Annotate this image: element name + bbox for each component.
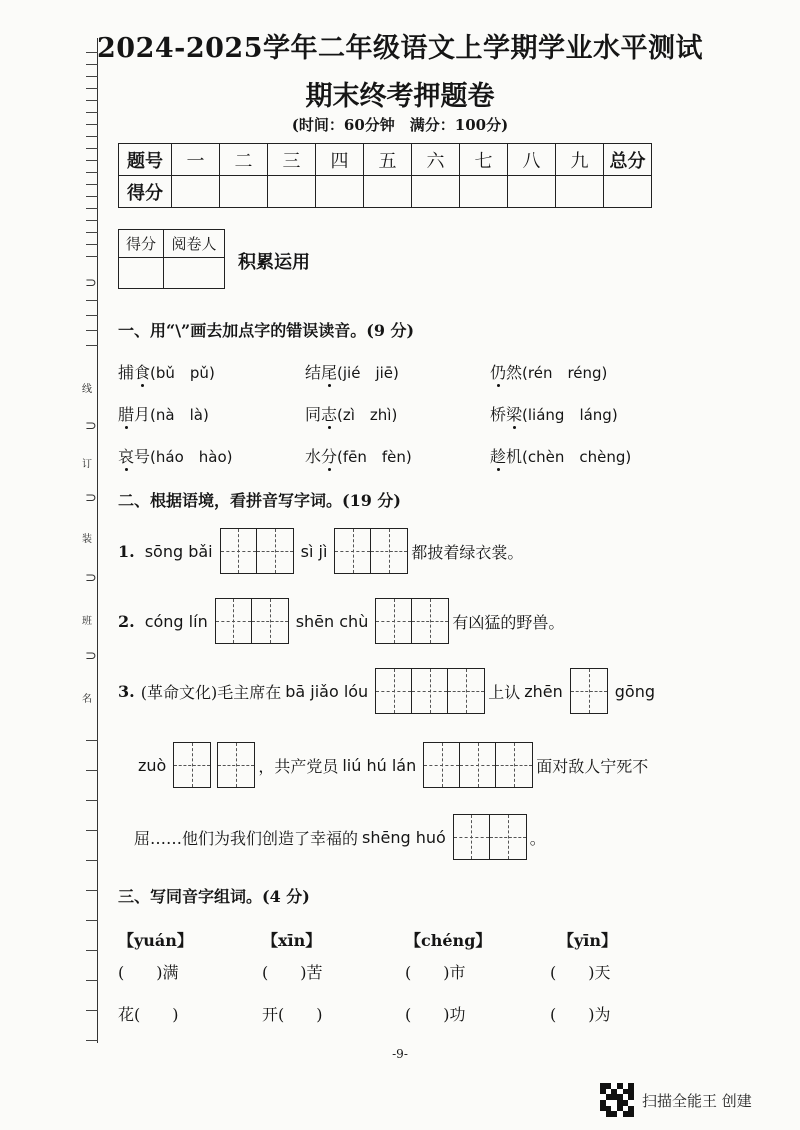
sentence-number: 2. bbox=[118, 611, 135, 631]
margin-dash bbox=[86, 232, 98, 233]
pinyin-prompt: bā jiǎo lóu bbox=[285, 681, 369, 701]
margin-dash bbox=[86, 330, 98, 331]
pinyin-prompt: zhēn bbox=[524, 681, 563, 701]
pinyin-prompt: cóng lín bbox=[144, 611, 208, 631]
margin-dash bbox=[86, 184, 98, 185]
binding-hole: ⊃ bbox=[85, 418, 97, 434]
homophone-group-head: 【chéng】 bbox=[405, 931, 492, 950]
score-table-header: 九 bbox=[556, 144, 604, 176]
binding-hole: ⊃ bbox=[85, 275, 97, 291]
q1-item[interactable]: 腊月(nà là) bbox=[118, 402, 209, 425]
homophone-blank[interactable]: ( )满 bbox=[118, 963, 179, 982]
writing-grid[interactable] bbox=[453, 814, 527, 860]
homophone-blank[interactable]: 花( ) bbox=[118, 1005, 179, 1024]
margin-label: 名 bbox=[82, 694, 92, 705]
sentence-text: 上认 bbox=[488, 682, 521, 702]
margin-dash bbox=[86, 1010, 98, 1011]
margin-label: 订 bbox=[82, 459, 92, 470]
question-1-title: 一、用“\”画去加点字的错误读音。(9 分) bbox=[118, 321, 415, 340]
q2-sentence-3-cont bbox=[134, 742, 648, 788]
margin-dash bbox=[86, 172, 98, 173]
score-cell[interactable] bbox=[268, 176, 316, 208]
margin-dash bbox=[86, 315, 98, 316]
score-table-header: 四 bbox=[316, 144, 364, 176]
grader-box bbox=[118, 229, 225, 289]
margin-dash bbox=[86, 244, 98, 245]
score-cell[interactable] bbox=[412, 176, 460, 208]
margin-dash bbox=[86, 220, 98, 221]
score-table-header: 七 bbox=[460, 144, 508, 176]
pinyin-prompt: sōng bǎi bbox=[144, 541, 213, 561]
section-title: 积累运用 bbox=[238, 252, 310, 273]
writing-grid[interactable] bbox=[217, 742, 255, 788]
sentence-text: 。 bbox=[529, 828, 546, 848]
margin-dash bbox=[86, 860, 98, 861]
score-table-header: 题号 bbox=[119, 144, 172, 176]
page-number: -9- bbox=[392, 1047, 408, 1061]
binding-line bbox=[97, 38, 98, 1043]
writing-grid[interactable] bbox=[215, 598, 289, 644]
margin-dash bbox=[86, 980, 98, 981]
margin-dash bbox=[86, 345, 98, 346]
margin-dash bbox=[86, 830, 98, 831]
homophone-blank[interactable]: ( )市 bbox=[405, 963, 466, 982]
q1-item[interactable]: 水分(fēn fèn) bbox=[305, 444, 412, 467]
sentence-text: 有凶猛的野兽。 bbox=[452, 612, 565, 632]
q1-item[interactable]: 同志(zì zhì) bbox=[305, 402, 397, 425]
writing-grid[interactable] bbox=[220, 528, 294, 574]
pinyin-prompt: gōng bbox=[614, 681, 655, 701]
margin-dash bbox=[86, 800, 98, 801]
margin-dash bbox=[86, 1040, 98, 1041]
q2-sentence-2 bbox=[118, 598, 564, 644]
question-3-title: 三、写同音字组词。(4 分) bbox=[118, 887, 310, 906]
homophone-group-head: 【yīn】 bbox=[558, 931, 618, 950]
margin-dash bbox=[86, 196, 98, 197]
score-table-score-row bbox=[119, 176, 652, 208]
score-table-header: 六 bbox=[412, 144, 460, 176]
margin-label: 班 bbox=[82, 616, 92, 627]
q2-sentence-3-end bbox=[134, 814, 546, 860]
writing-grid[interactable] bbox=[173, 742, 211, 788]
q1-item[interactable]: 桥梁(liáng láng) bbox=[490, 402, 618, 425]
score-table-header-row bbox=[119, 144, 652, 176]
score-cell[interactable] bbox=[508, 176, 556, 208]
score-cell[interactable] bbox=[316, 176, 364, 208]
writing-grid[interactable] bbox=[570, 668, 608, 714]
writing-grid[interactable] bbox=[334, 528, 408, 574]
margin-dash bbox=[86, 770, 98, 771]
exam-info: (时间：60分钟 满分：100分) bbox=[291, 116, 509, 134]
score-cell[interactable] bbox=[556, 176, 604, 208]
score-cell[interactable] bbox=[220, 176, 268, 208]
homophone-blank[interactable]: ( )苦 bbox=[262, 963, 323, 982]
margin-label: 装 bbox=[82, 534, 92, 545]
score-table-header: 八 bbox=[508, 144, 556, 176]
writing-grid[interactable] bbox=[423, 742, 533, 788]
score-cell[interactable] bbox=[172, 176, 220, 208]
binding-hole: ⊃ bbox=[85, 570, 97, 586]
margin-dash bbox=[86, 890, 98, 891]
margin-dash bbox=[86, 148, 98, 149]
writing-grid[interactable] bbox=[375, 668, 485, 714]
score-row-label: 得分 bbox=[119, 176, 172, 208]
sentence-number: 3. bbox=[118, 681, 135, 701]
pinyin-prompt: liú hú lán bbox=[342, 755, 417, 775]
sentence-text: 屈……他们为我们创造了幸福的 bbox=[134, 828, 359, 848]
margin-dash bbox=[86, 920, 98, 921]
grader-score-cell[interactable] bbox=[119, 258, 164, 289]
pinyin-prompt: shēng huó bbox=[362, 827, 446, 847]
q2-sentence-1 bbox=[118, 528, 523, 574]
score-table-header: 三 bbox=[268, 144, 316, 176]
sentence-text: 面对敌人宁死不 bbox=[536, 756, 649, 776]
score-table bbox=[118, 143, 652, 208]
sentence-number: 1. bbox=[118, 541, 135, 561]
pinyin-prompt: zuò bbox=[138, 755, 167, 775]
score-table-header: 一 bbox=[172, 144, 220, 176]
sentence-text: (革命文化)毛主席在 bbox=[140, 682, 282, 702]
score-cell[interactable] bbox=[460, 176, 508, 208]
margin-dash bbox=[86, 136, 98, 137]
q1-item[interactable]: 捕食(bǔ pǔ) bbox=[118, 360, 215, 383]
margin-dash bbox=[86, 160, 98, 161]
margin-dash bbox=[86, 300, 98, 301]
qr-code-icon bbox=[600, 1083, 634, 1117]
page-title: 2024-2025学年二年级语文上学期学业水平测试 bbox=[97, 33, 703, 64]
homophone-blank[interactable]: ( )天 bbox=[550, 963, 611, 982]
pinyin-prompt: shēn chù bbox=[295, 611, 369, 631]
q1-item[interactable]: 仍然(rén réng) bbox=[490, 360, 607, 383]
score-cell[interactable] bbox=[364, 176, 412, 208]
margin-dash bbox=[86, 740, 98, 741]
score-table-header: 二 bbox=[220, 144, 268, 176]
sentence-text: 都披着绿衣裳。 bbox=[411, 542, 524, 562]
q1-item[interactable]: 趁机(chèn chèng) bbox=[490, 444, 631, 467]
homophone-blank[interactable]: 开( ) bbox=[262, 1005, 323, 1024]
binding-hole: ⊃ bbox=[85, 648, 97, 664]
homophone-group-head: 【xīn】 bbox=[262, 931, 322, 950]
q1-item[interactable]: 结尾(jié jiē) bbox=[305, 360, 399, 383]
q2-sentence-3 bbox=[118, 668, 659, 714]
margin-dash bbox=[86, 950, 98, 951]
writing-grid[interactable] bbox=[375, 598, 449, 644]
watermark-text: 扫描全能王 创建 bbox=[642, 1091, 752, 1110]
grader-name-cell[interactable] bbox=[164, 258, 225, 289]
page-subtitle-title: 期末终考押题卷 bbox=[305, 81, 495, 112]
margin-label: 线 bbox=[82, 384, 92, 395]
margin-dash bbox=[86, 208, 98, 209]
pinyin-prompt: sì jì bbox=[300, 541, 328, 561]
score-cell[interactable] bbox=[604, 176, 652, 208]
homophone-blank[interactable]: ( )为 bbox=[550, 1005, 611, 1024]
binding-hole: ⊃ bbox=[85, 490, 97, 506]
score-table-header: 五 bbox=[364, 144, 412, 176]
score-table-header: 总分 bbox=[604, 144, 652, 176]
homophone-blank[interactable]: ( )功 bbox=[405, 1005, 466, 1024]
question-2-title: 二、根据语境，看拼音写字词。(19 分) bbox=[118, 491, 401, 510]
margin-dash bbox=[86, 256, 98, 257]
q1-item[interactable]: 哀号(háo hào) bbox=[118, 444, 233, 467]
sentence-text: ，共产党员 bbox=[258, 756, 339, 776]
grader-name-label: 阅卷人 bbox=[164, 230, 225, 258]
scanner-watermark bbox=[600, 1083, 752, 1117]
homophone-group-head: 【yuán】 bbox=[118, 931, 193, 950]
grader-score-label: 得分 bbox=[119, 230, 164, 258]
